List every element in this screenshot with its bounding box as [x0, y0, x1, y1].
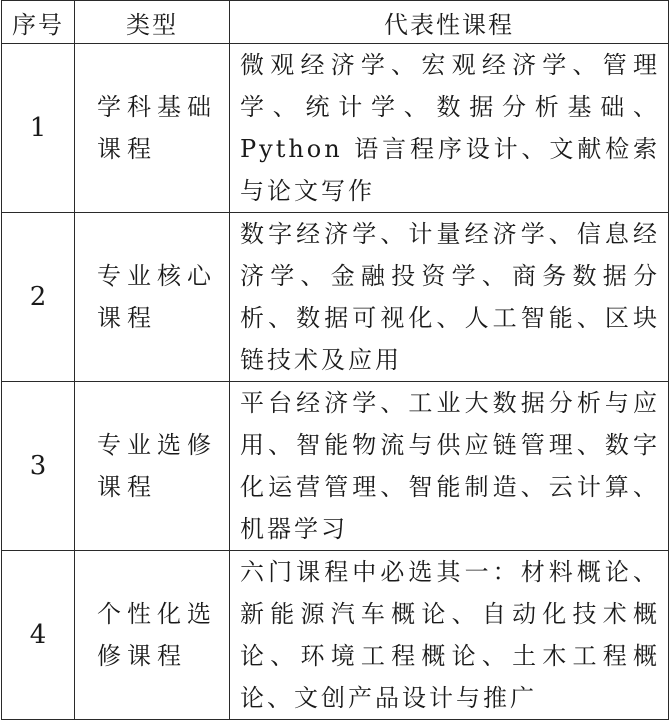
- table-header-row: [2, 1, 669, 44]
- header-index: 序号: [2, 1, 75, 44]
- row-index: 2: [2, 213, 75, 382]
- row-courses: 微观经济学、宏观经济学、管理学、统计学、数据分析基础、Python 语言程序设计、文献检索与论文写作: [230, 44, 669, 213]
- row-index: 1: [2, 44, 75, 213]
- table-row: [2, 551, 669, 720]
- row-courses: 数字经济学、计量经济学、信息经济学、金融投资学、商务数据分析、数据可视化、人工智能、区块链技术及应用: [230, 213, 669, 382]
- row-type: 学科基础课程: [75, 44, 230, 213]
- header-type: 类型: [75, 1, 230, 44]
- row-index: 3: [2, 382, 75, 551]
- table-row: [2, 382, 669, 551]
- row-type: 个性化选修课程: [75, 551, 230, 720]
- row-type: 专业选修课程: [75, 382, 230, 551]
- row-courses: 平台经济学、工业大数据分析与应用、智能物流与供应链管理、数字化运营管理、智能制造、云计算、机器学习: [230, 382, 669, 551]
- header-courses: 代表性课程: [230, 1, 669, 44]
- row-type: 专业核心课程: [75, 213, 230, 382]
- table-row: [2, 44, 669, 213]
- table-row: [2, 213, 669, 382]
- course-table: [1, 0, 669, 720]
- row-courses: 六门课程中必选其一：材料概论、新能源汽车概论、自动化技术概论、环境工程概论、土木工程概论、文创产品设计与推广: [230, 551, 669, 720]
- row-index: 4: [2, 551, 75, 720]
